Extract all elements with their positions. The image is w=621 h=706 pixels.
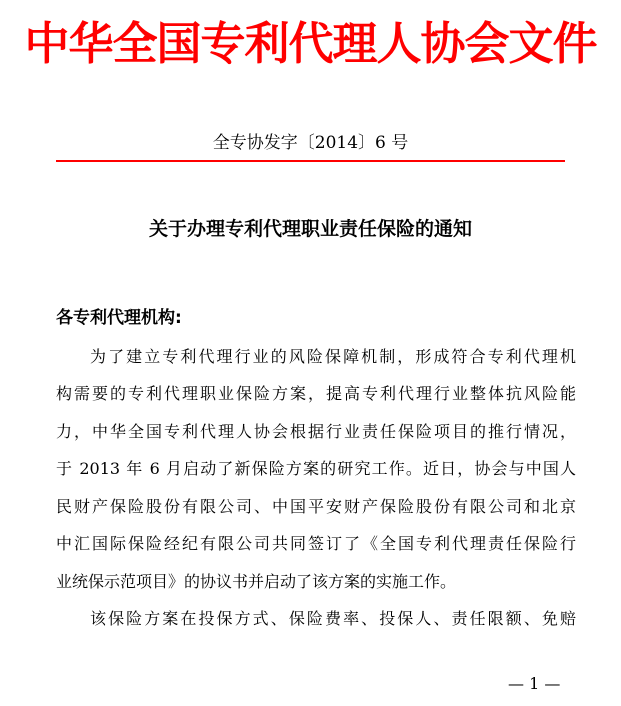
body-line: 构需要的专利代理职业保险方案，提高专利代理行业整体抗风险能 (56, 384, 576, 403)
red-divider-line (56, 160, 565, 162)
body-line: 力，中华全国专利代理人协会根据行业责任保险项目的推行情况， (56, 422, 576, 441)
salutation: 各专利代理机构: (56, 308, 182, 328)
document-number: 全专协发字〔2014〕6 号 (212, 133, 409, 153)
body-line: 该保险方案在投保方式、保险费率、投保人、责任限额、免赔 (90, 609, 576, 628)
body-line: 于 2013 年 6 月启动了新保险方案的研究工作。近日，协会与中国人 (56, 459, 576, 478)
letterhead-title: 中华全国专利代理人协会文件 (24, 17, 597, 70)
body-line: 为了建立专利代理行业的风险保障机制，形成符合专利代理机 (90, 347, 576, 366)
body-line: 业统保示范项目》的协议书并启动了该方案的实施工作。 (56, 572, 457, 591)
body-line: 民财产保险股份有限公司、中国平安财产保险股份有限公司和北京 (56, 497, 576, 516)
body-line: 中汇国际保险经纪有限公司共同签订了《全国专利代理责任保险行 (56, 534, 576, 553)
notice-title: 关于办理专利代理职业责任保险的通知 (148, 218, 472, 240)
page-number: — 1 — (508, 674, 561, 693)
